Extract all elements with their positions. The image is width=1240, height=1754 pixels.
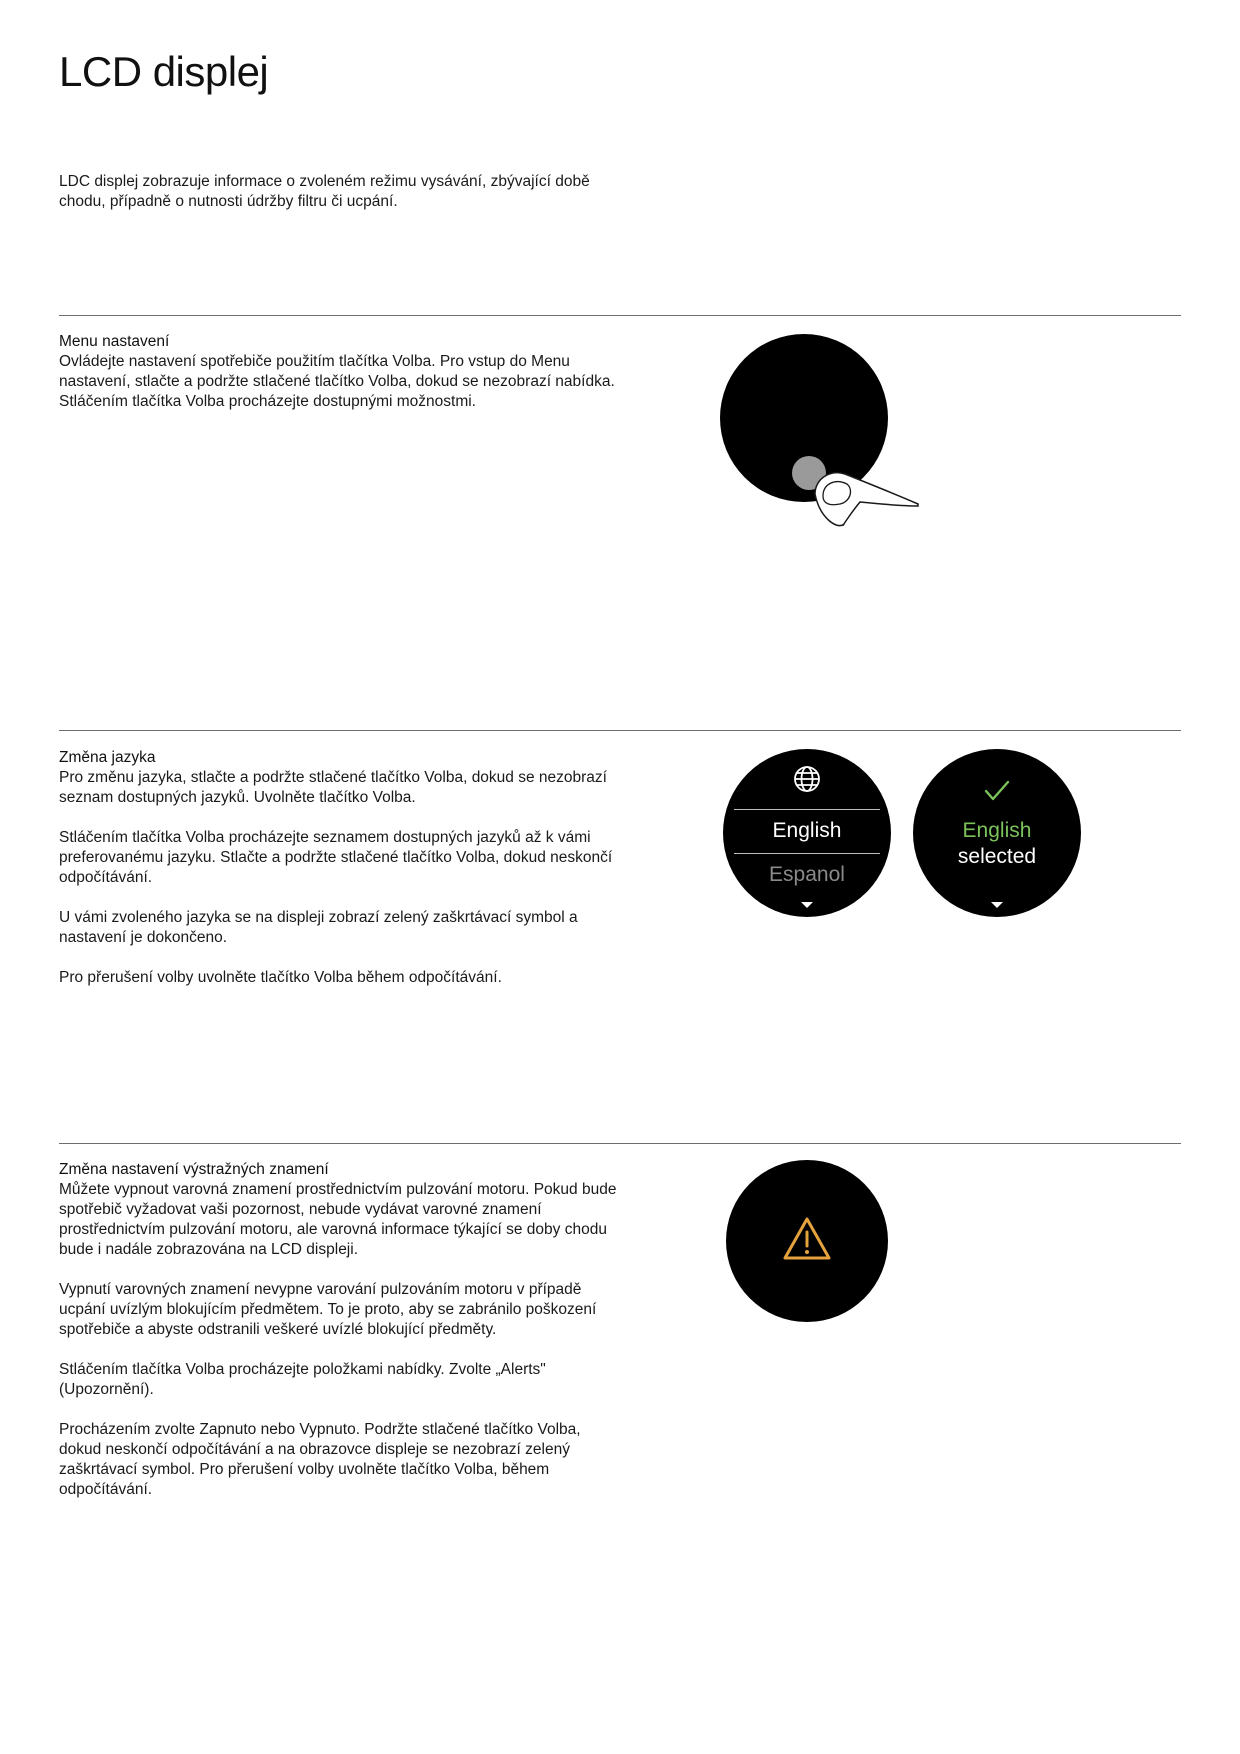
section-paragraph: Stláčením tlačítka Volba procházejte seznamem dostupných jazyků až k vámi preferovanému jazyku. Stlačte a podržte stlačené tlačítko Volba, dokud neskončí odpočítávání. <box>59 829 613 886</box>
language-option-next: Espanol <box>769 863 845 886</box>
section-paragraph: Pro přerušení volby uvolněte tlačítko Volba během odpočítávání. <box>59 969 502 986</box>
page-title: LCD displej <box>59 48 269 95</box>
globe-icon <box>792 764 822 794</box>
warning-icon <box>781 1215 833 1263</box>
selected-status-label: selected <box>957 845 1037 868</box>
intro-text: LDC displej zobrazuje informace o zvoleném režimu vysávání, zbývající době chodu, případně o nutnosti údržby filtru či ucpání. <box>59 173 590 210</box>
section-paragraph: Pro změnu jazyka, stlačte a podržte stlačené tlačítko Volba, dokud se nezobrazí seznam dostupných jazyků. Uvolněte tlačítko Volba. <box>59 769 607 806</box>
section-paragraph: Stláčením tlačítka Volba procházejte položkami nabídky. Zvolte „Alerts" (Upozornění). <box>59 1361 546 1398</box>
caret-down-icon <box>991 902 1003 908</box>
section-heading: Menu nastavení <box>59 333 170 350</box>
caret-down-icon <box>801 902 813 908</box>
section-heading: Změna jazyka <box>59 749 156 766</box>
selected-language-label: English <box>962 819 1032 842</box>
section-menu-settings <box>59 332 619 412</box>
section-language <box>59 748 619 988</box>
section-paragraph: Ovládejte nastavení spotřebiče použitím tlačítka Volba. Pro vstup do Menu nastavení, stlačte a podržte stlačené tlačítko Volba, dokud se nezobrazí nabídka. Stláčením tlačítka Volba procházejte dostupnými možnostmi. <box>59 353 615 410</box>
section-paragraph: Vypnutí varovných znamení nevypne varování pulzováním motoru v případě ucpání uvízlým blokujícím předmětem. To je proto, aby se zabránilo poškození spotřebiče a abyste odstranili veškeré uvízlé blokující předměty. <box>59 1281 597 1338</box>
section-paragraph: Procházením zvolte Zapnuto nebo Vypnuto. Podržte stlačené tlačítko Volba, dokud neskončí odpočítávání a na obrazovce displeje se nezobrazí zelený zaškrtávací symbol. Pro přerušení volby uvolněte tlačítko Volba, během odpočítávání. <box>59 1421 581 1498</box>
check-icon <box>983 779 1011 803</box>
language-option-current: English <box>772 819 842 842</box>
alert-display <box>726 1160 888 1322</box>
section-heading: Změna nastavení výstražných znamení <box>59 1161 329 1178</box>
language-selected-display <box>913 749 1081 917</box>
language-list-display <box>723 749 891 917</box>
section-divider <box>59 730 1181 731</box>
button-press-illustration <box>720 334 920 534</box>
section-divider <box>59 1143 1181 1144</box>
section-paragraph: U vámi zvoleného jazyka se na displeji zobrazí zelený zaškrtávací symbol a nastavení je dokončeno. <box>59 909 578 946</box>
section-paragraph: Můžete vypnout varovná znamení prostřednictvím pulzování motoru. Pokud bude spotřebič vyžadovat vaši pozornost, nebude vydávat varovné znamení prostřednictvím pulzování motoru, ale varovná informace týkající se doby chodu bude i nadále zobrazována na LCD displeji. <box>59 1181 617 1258</box>
section-divider <box>59 315 1181 316</box>
section-alerts <box>59 1160 619 1500</box>
